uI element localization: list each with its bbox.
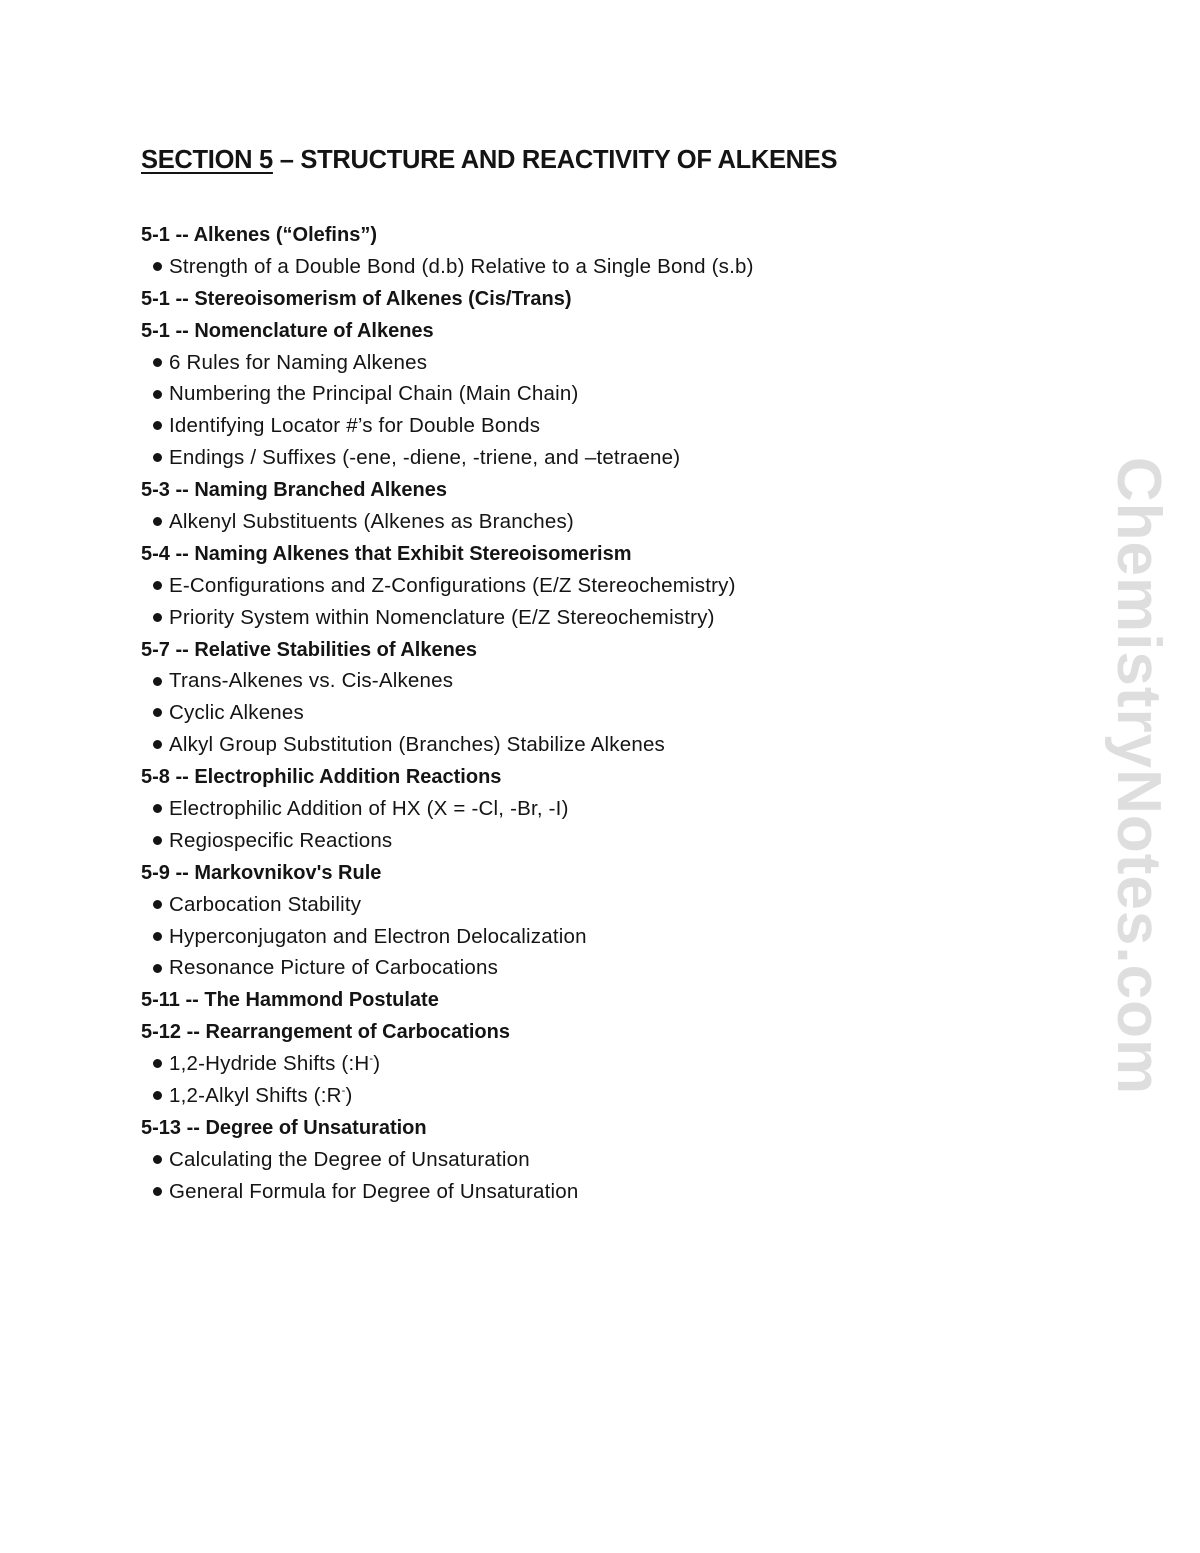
section-heading — [141, 315, 754, 347]
bullet-item — [141, 825, 754, 857]
bullet-item-text: Alkyl Group Substitution (Branches) Stabilize Alkenes — [169, 733, 666, 757]
section-heading — [141, 634, 754, 666]
bullet-item — [141, 570, 754, 602]
bullet-item-text: General Formula for Degree of Unsaturation — [169, 1179, 579, 1203]
bullet-icon — [153, 1059, 162, 1068]
bullet-item — [141, 506, 754, 538]
bullet-item — [141, 1048, 754, 1080]
bullet-item — [141, 347, 754, 379]
bullet-item — [141, 442, 754, 474]
section-heading-text: 5-11 -- The Hammond Postulate — [141, 989, 439, 1012]
bullet-item-text: Trans-Alkenes vs. Cis-Alkenes — [169, 669, 454, 693]
bullet-item — [141, 889, 754, 921]
section-heading-text: 5-1 -- Alkenes (“Olefins”) — [141, 224, 377, 246]
bullet-item — [141, 1144, 754, 1176]
section-heading-text: 5-4 -- Naming Alkenes that Exhibit Stereoisomerism — [141, 542, 632, 565]
bullet-item-text: 1,2-Alkyl Shifts (:R — [169, 1084, 342, 1108]
section-heading — [141, 857, 754, 889]
bullet-icon — [153, 421, 162, 430]
bullet-item-text: 1,2-Hydride Shifts (:H — [169, 1052, 370, 1076]
page-title — [141, 142, 837, 178]
bullet-item-text: Strength of a Double Bond (d.b) Relative to a Single Bond (s.b) — [169, 254, 754, 278]
section-heading-text: 5-1 -- Stereoisomerism of Alkenes (Cis/Trans) — [141, 287, 572, 310]
section-heading — [141, 1112, 754, 1144]
bullet-icon — [153, 613, 162, 622]
bullet-icon — [153, 262, 162, 271]
bullet-item-text: Regiospecific Reactions — [169, 828, 393, 852]
bullet-item-text: Resonance Picture of Carbocations — [169, 956, 499, 980]
bullet-item-text: Identifying Locator #’s for Double Bonds — [169, 414, 541, 438]
bullet-item-text: Cyclic Alkenes — [169, 701, 304, 725]
bullet-item-text: Numbering the Principal Chain (Main Chain) — [169, 382, 579, 406]
bullet-item — [141, 697, 754, 729]
bullet-item — [141, 665, 754, 697]
section-heading-text: 5-8 -- Electrophilic Addition Reactions — [141, 766, 502, 789]
bullet-item-text: Endings / Suffixes (-ene, -diene, -triene, and –tetraene) — [169, 446, 681, 470]
section-heading-text: 5-9 -- Markovnikov's Rule — [141, 861, 382, 884]
bullet-item-text: Electrophilic Addition of HX (X = -Cl, -Br, -I) — [169, 797, 569, 821]
bullet-icon — [153, 932, 162, 941]
bullet-icon — [153, 677, 162, 686]
section-heading — [141, 984, 754, 1016]
bullet-icon — [153, 900, 162, 909]
section-heading-text: 5-3 -- Naming Branched Alkenes — [141, 479, 448, 502]
bullet-item — [141, 729, 754, 761]
closing-paren: ) — [373, 1052, 381, 1076]
section-heading — [141, 761, 754, 793]
bullet-icon — [153, 1187, 162, 1196]
bullet-item — [141, 378, 754, 410]
section-heading-text: 5-13 -- Degree of Unsaturation — [141, 1116, 427, 1139]
charge-superscript: - — [341, 1085, 346, 1098]
section-heading-text: 5-12 -- Rearrangement of Carbocations — [141, 1021, 510, 1044]
bullet-icon — [153, 390, 162, 399]
bullet-icon — [153, 964, 162, 973]
section-heading — [141, 219, 754, 251]
bullet-item — [141, 1080, 754, 1112]
closing-paren: ) — [345, 1084, 353, 1108]
bullet-item — [141, 410, 754, 442]
bullet-item — [141, 602, 754, 634]
bullet-icon — [153, 836, 162, 845]
bullet-icon — [153, 453, 162, 462]
section-heading — [141, 474, 754, 506]
bullet-item-text: Priority System within Nomenclature (E/Z Stereochemistry) — [169, 605, 715, 629]
section-heading-text: 5-1 -- Nomenclature of Alkenes — [141, 319, 434, 342]
charge-superscript: - — [369, 1053, 374, 1066]
bullet-item-text: Calculating the Degree of Unsaturation — [169, 1147, 530, 1171]
bullet-icon — [153, 358, 162, 367]
section-heading — [141, 538, 754, 570]
bullet-item — [141, 1176, 754, 1208]
section-number: SECTION 5 — [141, 146, 273, 174]
bullet-icon — [153, 517, 162, 526]
bullet-item — [141, 952, 754, 984]
bullet-item-text: E-Configurations and Z-Configurations (E/Z Stereochemistry) — [169, 573, 736, 597]
bullet-item-text: Alkenyl Substituents (Alkenes as Branches) — [169, 510, 574, 534]
section-heading-text: 5-7 -- Relative Stabilities of Alkenes — [141, 638, 478, 661]
bullet-item-text: Carbocation Stability — [169, 892, 362, 916]
bullet-icon — [153, 708, 162, 717]
topic-outline — [141, 219, 754, 1208]
bullet-icon — [153, 740, 162, 749]
bullet-item-text: Hyperconjugaton and Electron Delocalization — [169, 924, 587, 948]
section-title: – STRUCTURE AND REACTIVITY OF ALKENES — [272, 146, 838, 174]
bullet-item-text: 6 Rules for Naming Alkenes — [169, 350, 428, 374]
bullet-item — [141, 793, 754, 825]
section-heading — [141, 1016, 754, 1048]
bullet-icon — [153, 1091, 162, 1100]
bullet-icon — [153, 804, 162, 813]
bullet-icon — [153, 581, 162, 590]
bullet-icon — [153, 1155, 162, 1164]
section-heading — [141, 283, 754, 315]
watermark: ChemistryNotes.com — [1104, 456, 1173, 1096]
bullet-item — [141, 251, 754, 283]
bullet-item — [141, 921, 754, 953]
